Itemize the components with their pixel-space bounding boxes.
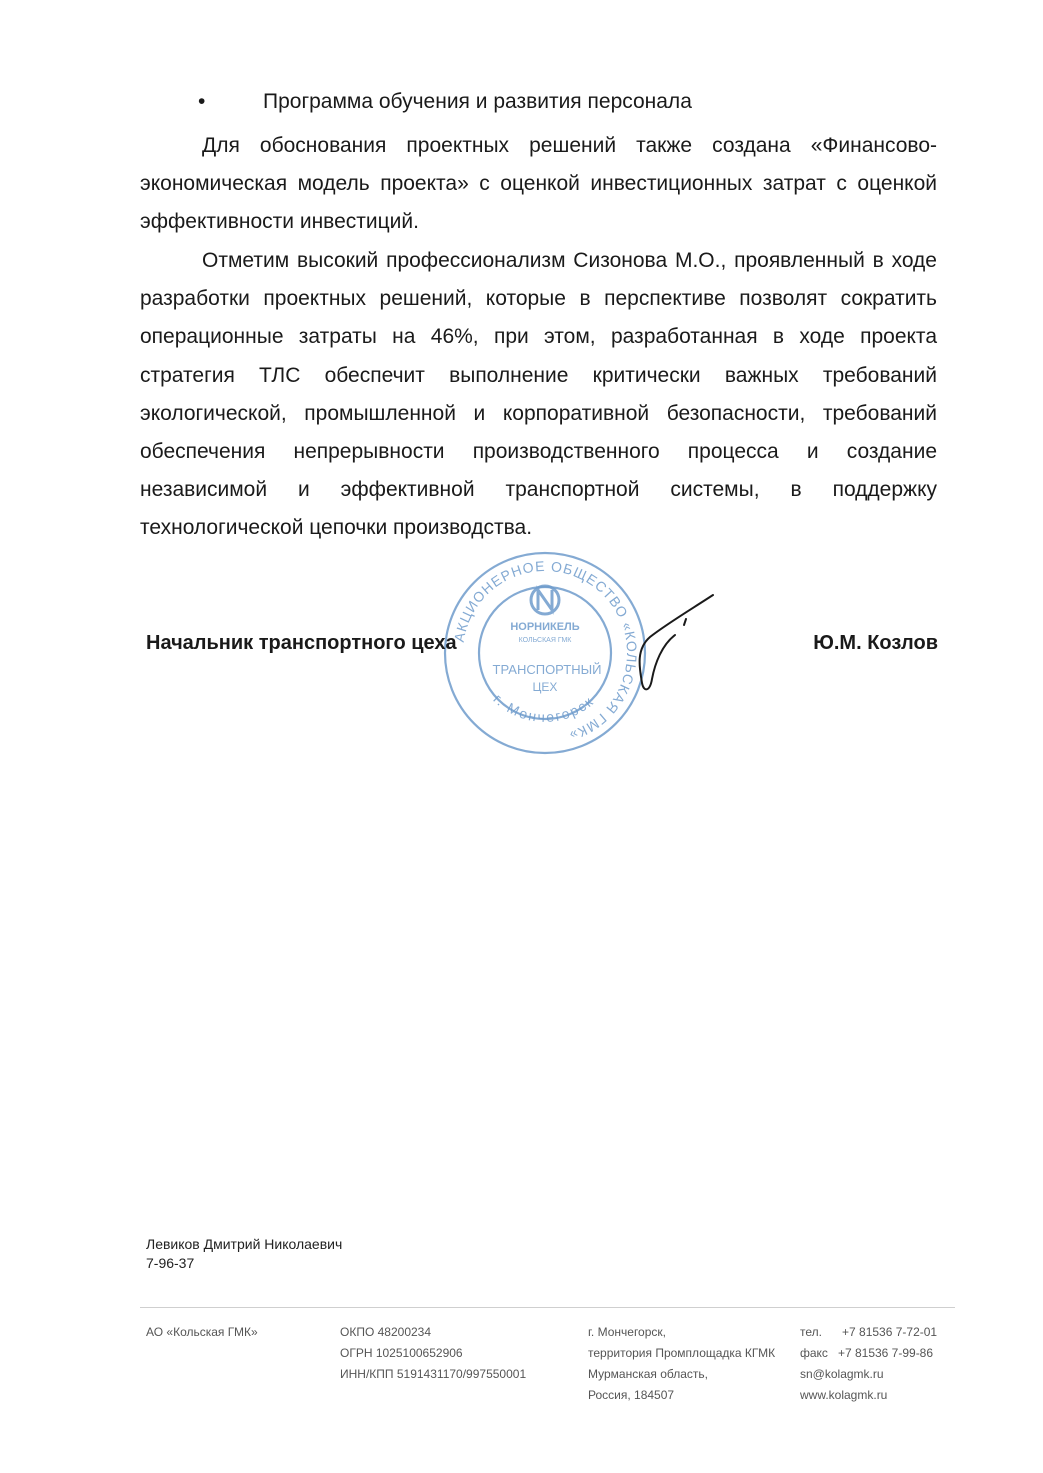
footer-ogrn: ОГРН 1025100652906: [340, 1346, 463, 1360]
executor-block: [146, 1235, 342, 1273]
handwritten-signature: [580, 575, 720, 725]
stamp-brand-sub: КОЛЬСКАЯ ГМК: [518, 637, 572, 644]
footer-contacts: [800, 1322, 937, 1406]
stamp-brand: НОРНИКЕЛЬ: [510, 621, 580, 633]
stamp-ring-text: АКЦИОНЕРНОЕ ОБЩЕСТВО «КОЛЬСКАЯ ГМК»: [450, 557, 641, 745]
footer-inn: ИНН/КПП 5191431170/997550001: [340, 1367, 527, 1381]
footer-divider: [140, 1307, 955, 1308]
footer-email[interactable]: sn@kolagmk.ru: [800, 1367, 884, 1381]
footer-fax-label: факс: [800, 1346, 828, 1360]
stamp-department-2: ЦЕХ: [532, 680, 558, 694]
footer-address-line-2: территория Промплощадка КГМК: [588, 1346, 776, 1360]
footer-address-line-4: Россия, 184507: [588, 1388, 675, 1402]
footer-tel: +7 81536 7-72-01: [842, 1325, 938, 1339]
bullet-marker: •: [198, 90, 206, 113]
executor-phone: 7-96-37: [146, 1255, 195, 1271]
norilsk-logo-icon: [531, 586, 559, 614]
footer-company: [146, 1322, 258, 1343]
footer-okpo: ОКПО 48200234: [340, 1325, 432, 1339]
stamp-city: г. Мончегорск: [490, 690, 598, 726]
footer-address: [588, 1322, 775, 1406]
signatory-name: Ю.М. Козлов: [813, 632, 938, 654]
footer-fax: +7 81536 7-99-86: [837, 1346, 934, 1360]
paragraph-financial-model: Для обоснования проектных решений также создана «Финансово-экономическая модель проекта» с оценкой инвестиционных затрат с оценкой эффективности инвестиций.: [140, 134, 937, 234]
footer-registration: [340, 1322, 526, 1385]
paragraph-acknowledgement: Отметим высокий профессионализм Сизонова М.О., проявленный в ходе разработки проектных решений, которые в перспективе позволят сократить операционные затраты на 46%, при этом, разработанная в ходе проекта стратегия ТЛС обеспечит выполнение критически важных требований экологической, промышленной и корпоративной безопасности, требований обеспечения непрерывности производственного процесса и создание независимой и эффективной транспортной системы, в поддержку технологической цепочки производства.: [140, 249, 937, 540]
bullet-item: Программа обучения и развития персонала: [263, 90, 692, 113]
signatory-position: Начальник транспортного цеха: [146, 632, 457, 654]
executor-name: Левиков Дмитрий Николаевич: [146, 1236, 343, 1252]
footer-tel-label: тел.: [800, 1325, 822, 1339]
footer-address-line-1: г. Мончегорск,: [588, 1325, 666, 1339]
stamp-department: ТРАНСПОРТНЫЙ: [492, 662, 602, 677]
footer-company-name: АО «Кольская ГМК»: [146, 1325, 258, 1339]
footer-address-line-3: Мурманская область,: [588, 1367, 709, 1381]
footer-website[interactable]: www.kolagmk.ru: [800, 1388, 888, 1402]
